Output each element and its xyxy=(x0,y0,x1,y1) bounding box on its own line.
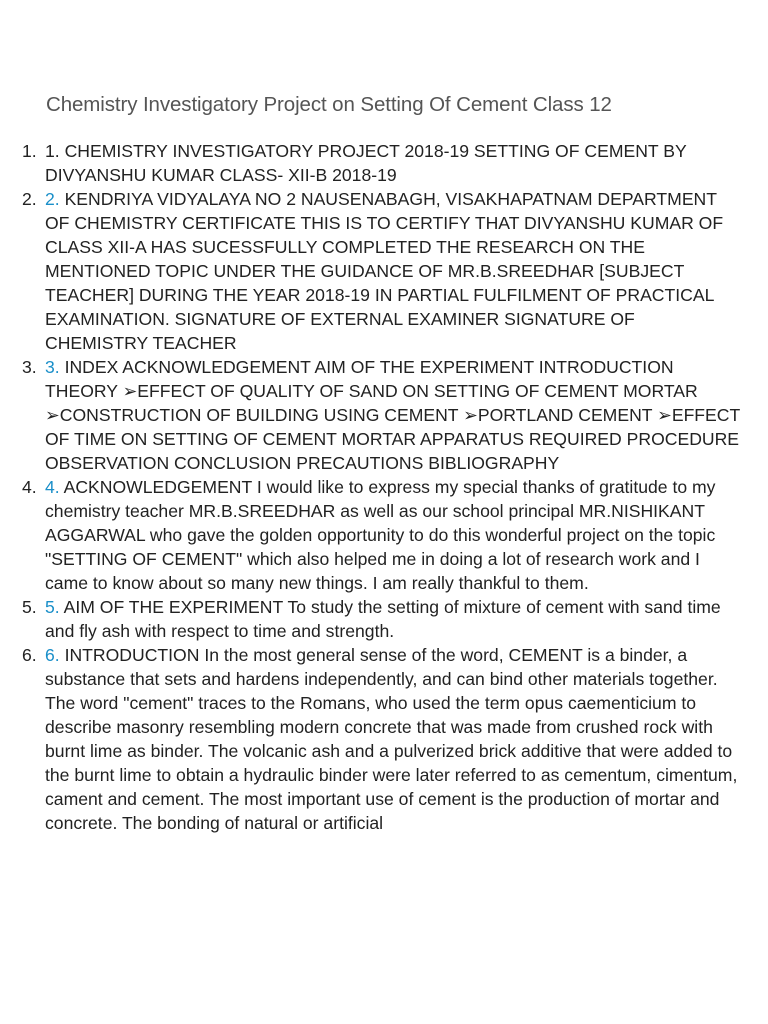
slide-list xyxy=(0,139,740,835)
item-text xyxy=(45,597,721,641)
item-text-body: ACKNOWLEDGEMENT I would like to express my special thanks of gratitude to my chemistry teacher MR.B.SREEDHAR as well as our school principal MR.NISHIKANT AGGARWAL who gave the golden opportunity to do this wonderful project on the topic "SETTING OF CEMENT" which also helped me in doing a lot of research work and I came to know about so many new things. I am really thankful to them. xyxy=(45,477,716,593)
list-item xyxy=(0,139,740,187)
slide-link[interactable]: 2. xyxy=(45,189,60,209)
slide-link[interactable]: 6. xyxy=(45,645,60,665)
item-text-lead: 1. xyxy=(45,141,60,161)
item-number: 5. xyxy=(22,597,37,617)
list-item xyxy=(0,643,740,835)
slide-link[interactable]: 4. xyxy=(45,477,60,497)
item-number: 3. xyxy=(22,357,37,377)
item-text-body: CHEMISTRY INVESTIGATORY PROJECT 2018-19 SETTING OF CEMENT BY DIVYANSHU KUMAR CLASS- XII-B 2018-19 xyxy=(45,141,687,185)
item-text xyxy=(45,189,723,353)
item-text xyxy=(45,357,740,473)
list-item xyxy=(0,475,740,595)
item-text xyxy=(45,141,686,185)
slide-link[interactable]: 5. xyxy=(45,597,60,617)
item-number: 6. xyxy=(22,645,37,665)
item-text xyxy=(45,477,715,593)
item-number: 4. xyxy=(22,477,37,497)
item-number: 2. xyxy=(22,189,37,209)
slide-link[interactable]: 3. xyxy=(45,357,60,377)
page-title: Chemistry Investigatory Project on Setting Of Cement Class 12 xyxy=(46,93,612,116)
item-text xyxy=(45,645,737,833)
item-text-body: INDEX ACKNOWLEDGEMENT AIM OF THE EXPERIMENT INTRODUCTION THEORY ➢EFFECT OF QUALITY OF SAND ON SETTING OF CEMENT MORTAR ➢CONSTRUCTION OF BUILDING USING CEMENT ➢PORTLAND CEMENT ➢EFFECT OF TIME ON SETTING OF CEMENT MORTAR APPARATUS REQUIRED PROCEDURE OBSERVATION CONCLUSION PRECAUTIONS BIBLIOGRAPHY xyxy=(45,357,740,473)
item-text-body: INTRODUCTION In the most general sense of the word, CEMENT is a binder, a substance that sets and hardens independently, and can bind other materials together. The word "cement" traces to the Romans, who used the term opus caementicium to describe masonry resembling modern concrete that was made from crushed rock with burnt lime as binder. The volcanic ash and a pulverized brick additive that were added to the burnt lime to obtain a hydraulic binder were later referred to as cementum, cimentum, cament and cement. The most important use of cement is the production of mortar and concrete. The bonding of natural or artificial xyxy=(45,645,738,833)
list-item xyxy=(0,355,740,475)
list-item xyxy=(0,187,740,355)
list-item xyxy=(0,595,740,643)
item-text-body: KENDRIYA VIDYALAYA NO 2 NAUSENABAGH, VISAKHAPATNAM DEPARTMENT OF CHEMISTRY CERTIFICATE THIS IS TO CERTIFY THAT DIVYANSHU KUMAR OF CLASS XII-A HAS SUCESSFULLY COMPLETED THE RESEARCH ON THE MENTIONED TOPIC UNDER THE GUIDANCE OF MR.B.SREEDHAR [SUBJECT TEACHER] DURING THE YEAR 2018-19 IN PARTIAL FULFILMENT OF PRACTICAL EXAMINATION. SIGNATURE OF EXTERNAL EXAMINER SIGNATURE OF CHEMISTRY TEACHER xyxy=(45,189,724,353)
item-text-body: AIM OF THE EXPERIMENT To study the setting of mixture of cement with sand time and fly ash with respect to time and strength. xyxy=(45,597,721,641)
item-number: 1. xyxy=(22,141,37,161)
